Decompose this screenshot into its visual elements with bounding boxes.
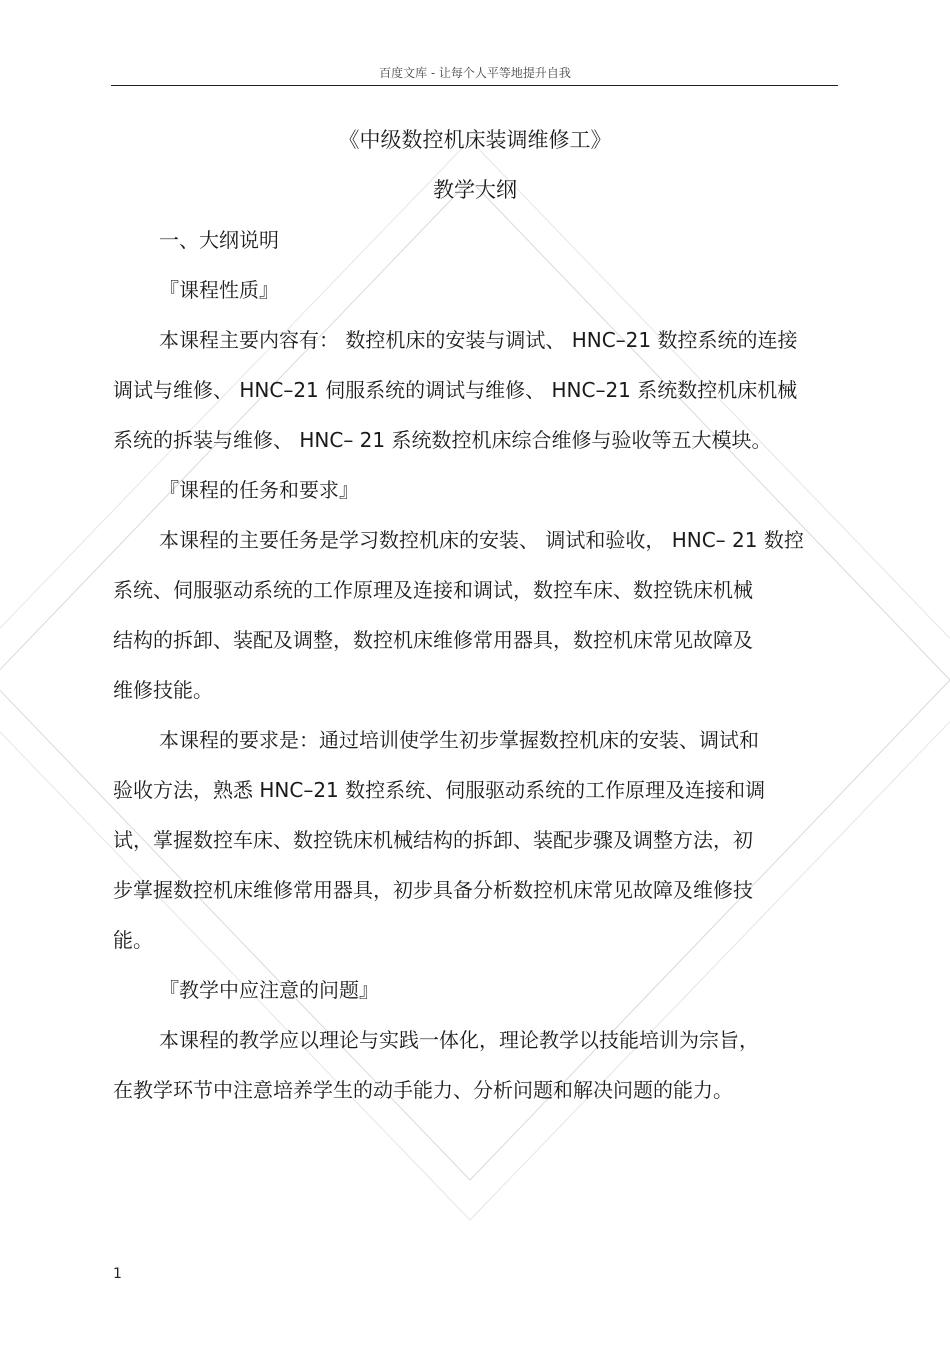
paragraph-line: 本课程主要内容有： 数控机床的安装与调试、 HNC–21 数控系统的连接 <box>159 328 798 352</box>
page-header: 百度文库 - 让每个人平等地提升自我 <box>379 66 571 80</box>
paragraph-line: 在教学环节中注意培养学生的动手能力、分析问题和解决问题的能力。 <box>113 1078 733 1102</box>
document-subtitle: 教学大纲 <box>433 178 517 202</box>
section-heading: 一、大纲说明 <box>159 228 279 252</box>
paragraph-line: 系统、伺服驱动系统的工作原理及连接和调试，数控车床、数控铣床机械 <box>113 578 753 602</box>
paragraph-line: 本课程的教学应以理论与实践一体化，理论教学以技能培训为宗旨， <box>159 1028 759 1052</box>
subheading-teaching-notes: 『教学中应注意的问题』 <box>159 978 379 1002</box>
paragraph-line: 维修技能。 <box>113 678 213 702</box>
paragraph-line: 验收方法，熟悉 HNC–21 数控系统、伺服驱动系统的工作原理及连接和调 <box>113 778 766 802</box>
paragraph-line: 本课程的要求是：通过培训使学生初步掌握数控机床的安装、调试和 <box>159 728 759 752</box>
subheading-task-requirements: 『课程的任务和要求』 <box>159 478 359 502</box>
paragraph-line: 能。 <box>113 928 153 952</box>
paragraph-line: 本课程的主要任务是学习数控机床的安装、 调试和验收， HNC– 21 数控 <box>159 528 804 552</box>
paragraph-line: 系统的拆装与维修、 HNC– 21 系统数控机床综合维修与验收等五大模块。 <box>113 428 772 452</box>
subheading-course-nature: 『课程性质』 <box>159 278 279 302</box>
document-title: 《中级数控机床装调维修工》 <box>338 128 612 152</box>
paragraph-line: 步掌握数控机床维修常用器具，初步具备分析数控机床常见故障及维修技 <box>113 878 753 902</box>
page-number: 1 <box>113 1266 122 1282</box>
paragraph-line: 结构的拆卸、装配及调整，数控机床维修常用器具，数控机床常见故障及 <box>113 628 753 652</box>
paragraph-line: 试，掌握数控车床、数控铣床机械结构的拆卸、装配步骤及调整方法，初 <box>113 828 753 852</box>
header-divider <box>111 85 838 86</box>
paragraph-line: 调试与维修、 HNC–21 伺服系统的调试与维修、 HNC–21 系统数控机床机械 <box>113 378 798 402</box>
